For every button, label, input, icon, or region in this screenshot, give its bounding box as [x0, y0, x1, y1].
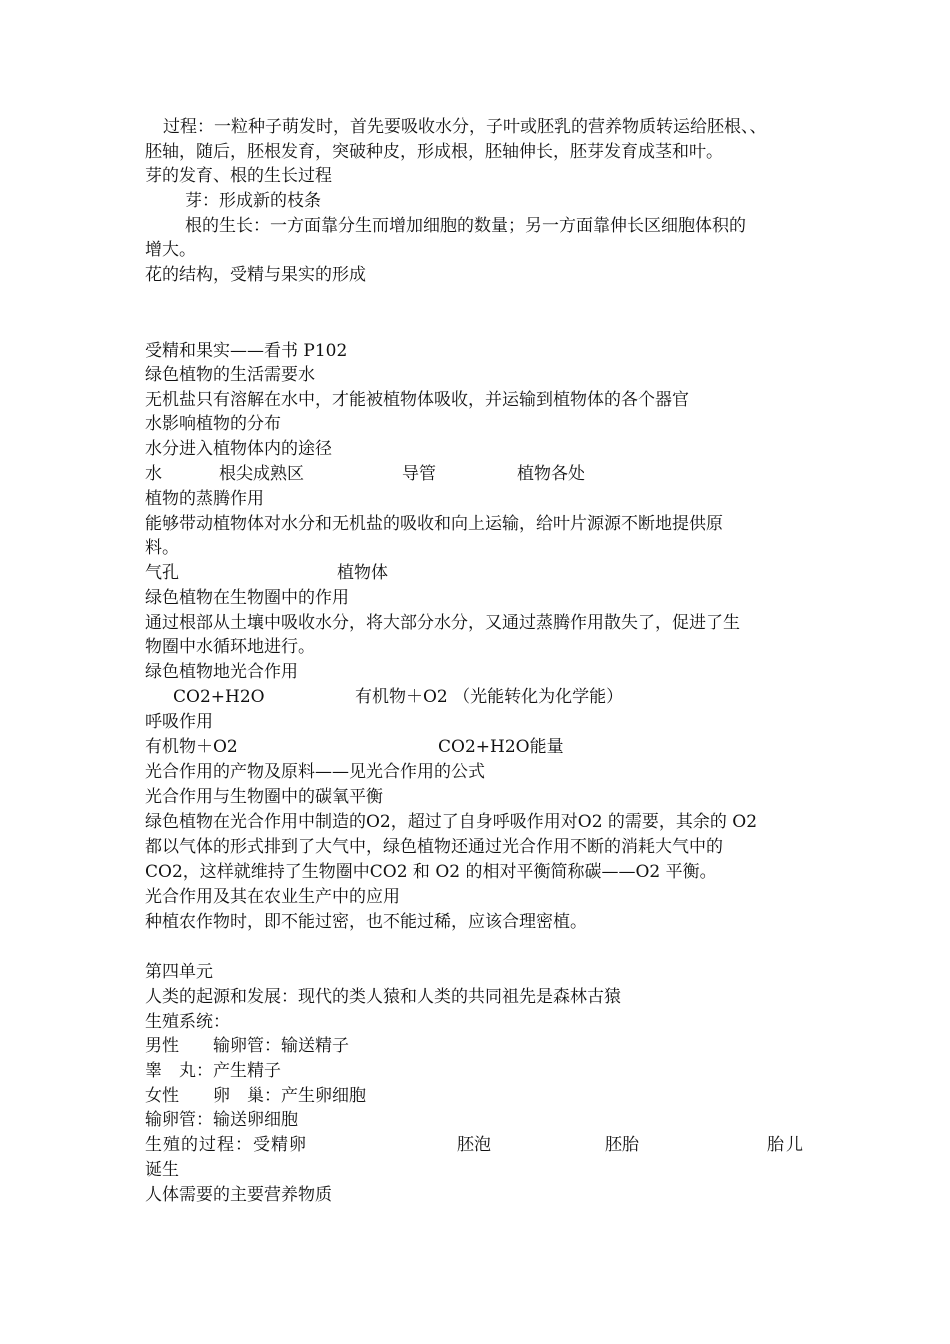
- needs-water-heading: 绿色植物的生活需要水: [145, 365, 315, 385]
- transpiration-heading: 植物的蒸腾作用: [145, 489, 264, 509]
- minerals-line: 无机盐只有溶解在水中，才能被植物体吸收，并运输到植物体的各个器官: [145, 390, 689, 410]
- water-path-row: [145, 462, 810, 487]
- process-zygote: 生殖的过程：受精卵: [145, 1135, 307, 1155]
- carbon-oxygen-line-2: 都以气体的形式排到了大气中，绿色植物还通过光合作用不断的消耗大气中的: [145, 837, 723, 857]
- carbon-oxygen-line-3: CO2，这样就维持了生物圈中CO2 和 O2 的相对平衡简称碳——O2 平衡。: [145, 862, 717, 882]
- male-label: 男性: [145, 1036, 179, 1056]
- process-fetus: 胎儿: [767, 1135, 805, 1155]
- origin-line: 人类的起源和发展：现代的类人猿和人类的共同祖先是森林古猿: [145, 987, 621, 1007]
- water-path-step-water: 水: [145, 464, 162, 484]
- plant-body-label: 植物体: [337, 563, 388, 583]
- stoma-label: 气孔: [145, 563, 179, 583]
- water-path-step-plant: 植物各处: [517, 464, 585, 484]
- seed-process-line-2: 胚轴，随后，胚根发育，突破种皮，形成根，胚轴伸长，胚芽发育成茎和叶。: [145, 142, 723, 162]
- carbon-oxygen-heading: 光合作用与生物圈中的碳氧平衡: [145, 787, 383, 807]
- respiration-equation: [145, 735, 810, 760]
- oviduct-line: 输卵管：输送卵细胞: [145, 1110, 298, 1130]
- water-distribution-line: 水影响植物的分布: [145, 414, 281, 434]
- fertilization-line: 受精和果实——看书 P102: [145, 341, 348, 361]
- bud-root-heading: 芽的发育、根的生长过程: [145, 166, 332, 186]
- transpiration-line-2: 料。: [145, 538, 179, 558]
- transpiration-line-1: 能够带动植物体对水分和无机盐的吸收和向上运输，给叶片源源不断地提供原: [145, 514, 723, 534]
- role-line-1: 通过根部从土壤中吸收水分，将大部分水分，又通过蒸腾作用散失了，促进了生: [145, 613, 740, 633]
- respiration-products: CO2+H2O能量: [438, 737, 564, 757]
- respiration-heading: 呼吸作用: [145, 712, 213, 732]
- female-label: 女性: [145, 1086, 179, 1106]
- agriculture-line: 种植农作物时，即不能过密，也不能过稀，应该合理密植。: [145, 912, 587, 932]
- role-heading: 绿色植物在生物圈中的作用: [145, 588, 349, 608]
- carbon-oxygen-line-1: 绿色植物在光合作用中制造的O2，超过了自身呼吸作用对O2 的需要，其余的 O2: [145, 812, 758, 832]
- female-row: [145, 1084, 810, 1109]
- male-row: [145, 1034, 810, 1059]
- products-line: 光合作用的产物及原料——见光合作用的公式: [145, 762, 485, 782]
- testis-line: 睾 丸：产生精子: [145, 1061, 281, 1081]
- water-path-step-vessel: 导管: [402, 464, 436, 484]
- stoma-row: [145, 561, 810, 586]
- reproductive-heading: 生殖系统：: [145, 1012, 230, 1032]
- male-organ: 输卵管：输送精子: [213, 1036, 349, 1056]
- bud-line: 芽：形成新的枝条: [185, 191, 321, 211]
- respiration-reactants: 有机物＋O2: [145, 737, 238, 757]
- role-line-2: 物圈中水循环地进行。: [145, 637, 315, 657]
- water-path-heading: 水分进入植物体内的途径: [145, 439, 332, 459]
- birth-line: 诞生: [145, 1160, 179, 1180]
- process-row: [145, 1133, 810, 1158]
- photosynthesis-equation: [145, 685, 810, 710]
- process-blastocyst: 胚泡: [457, 1135, 491, 1155]
- unit-heading: 第四单元: [145, 962, 213, 982]
- water-path-step-root: 根尖成熟区: [219, 464, 304, 484]
- process-embryo: 胚胎: [605, 1135, 639, 1155]
- root-growth-line-1: 根的生长：一方面靠分生而增加细胞的数量；另一方面靠伸长区细胞体积的: [185, 216, 746, 236]
- seed-process-line-1: 过程：一粒种子萌发时，首先要吸收水分，子叶或胚乳的营养物质转运给胚根、、: [163, 117, 767, 137]
- agriculture-heading: 光合作用及其在农业生产中的应用: [145, 887, 400, 907]
- flower-heading: 花的结构，受精与果实的形成: [145, 265, 366, 285]
- female-organ: 卵 巢：产生卵细胞: [213, 1086, 366, 1106]
- photosynthesis-products: 有机物＋O2 （光能转化为化学能）: [355, 687, 624, 707]
- root-growth-line-2: 增大。: [145, 240, 196, 260]
- photosynthesis-heading: 绿色植物地光合作用: [145, 662, 298, 682]
- photosynthesis-reactants: CO2+H2O: [173, 687, 265, 707]
- nutrients-heading: 人体需要的主要营养物质: [145, 1185, 332, 1205]
